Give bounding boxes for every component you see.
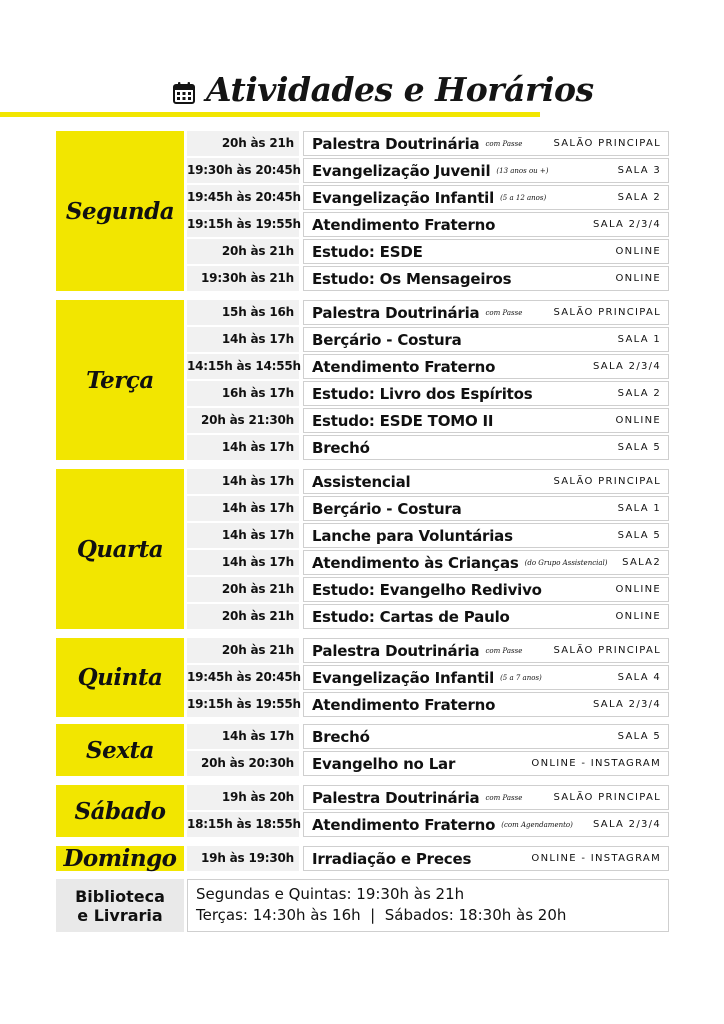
activity-cell: [303, 408, 669, 433]
activity-name: Evangelização Infantil: [312, 669, 495, 687]
day-label: Quinta: [56, 638, 184, 717]
activity-name-wrap: [312, 725, 370, 749]
activity-name-wrap: [312, 551, 608, 575]
room-label: ONLINE - INSTAGRAM: [531, 758, 661, 769]
time-cell: 14h às 17h: [187, 724, 299, 749]
activity-name: Atendimento Fraterno: [312, 816, 496, 834]
schedule-row: [187, 604, 669, 629]
time-cell: 14h às 17h: [187, 550, 299, 575]
day-label: Domingo: [56, 846, 184, 871]
activity-name-wrap: [312, 159, 549, 183]
activity-name-wrap: [312, 132, 522, 156]
time-cell: 20h às 21h: [187, 577, 299, 602]
library-label: [56, 879, 184, 932]
time-cell: 14:15h às 14:55h: [187, 354, 299, 379]
activity-name-wrap: [312, 752, 455, 776]
activity-name-wrap: [312, 470, 410, 494]
time-cell: 14h às 17h: [187, 435, 299, 460]
time-cell: 19:30h às 20:45h: [187, 158, 299, 183]
room-label: SALA 2: [617, 388, 661, 399]
room-label: SALÃO PRINCIPAL: [553, 307, 661, 318]
activity-cell: [303, 785, 669, 810]
schedule-row: [187, 523, 669, 548]
activity-name-wrap: [312, 436, 370, 460]
activity-name: Evangelização Juvenil: [312, 162, 491, 180]
time-cell: 20h às 21h: [187, 638, 299, 663]
activity-cell: [303, 496, 669, 521]
activity-name-wrap: [312, 409, 493, 433]
activity-cell: [303, 550, 669, 575]
room-label: SALA 2/3/4: [592, 699, 661, 710]
time-cell: 19h às 19:30h: [187, 846, 299, 871]
activity-cell: [303, 327, 669, 352]
activity-cell: [303, 354, 669, 379]
schedule-row: [187, 266, 669, 291]
schedule-row: [187, 158, 669, 183]
day-label: Terça: [56, 300, 184, 460]
room-label: SALÃO PRINCIPAL: [553, 476, 661, 487]
schedule-row: [187, 812, 669, 837]
activity-name-wrap: [312, 267, 511, 291]
room-label: SALA 1: [617, 503, 661, 514]
activity-note: com Passe: [485, 140, 523, 148]
schedule-row: [187, 381, 669, 406]
schedule-row: [187, 239, 669, 264]
room-label: SALA 2/3/4: [592, 219, 661, 230]
activity-name: Assistencial: [312, 473, 411, 491]
schedule-row: [187, 327, 669, 352]
activity-name-wrap: [312, 666, 542, 690]
activity-cell: [303, 577, 669, 602]
room-label: SALA 4: [617, 672, 661, 683]
activity-name-wrap: [312, 524, 513, 548]
schedule-row: [187, 354, 669, 379]
activity-note: (do Grupo Assistencial): [524, 559, 608, 567]
activity-name-wrap: [312, 186, 546, 210]
room-label: SALA 1: [617, 334, 661, 345]
room-label: SALA 2/3/4: [592, 361, 661, 372]
room-label: SALÃO PRINCIPAL: [553, 645, 661, 656]
activity-cell: [303, 638, 669, 663]
activity-name: Palestra Doutrinária: [312, 304, 480, 322]
schedule-row: [187, 577, 669, 602]
schedule-row: [187, 665, 669, 690]
day-label: Quarta: [56, 469, 184, 629]
activity-note: com Passe: [485, 794, 523, 802]
activity-name-wrap: [312, 497, 462, 521]
activity-cell: [303, 846, 669, 871]
activity-name: Estudo: Os Mensageiros: [312, 270, 512, 288]
time-cell: 14h às 17h: [187, 523, 299, 548]
time-cell: 15h às 16h: [187, 300, 299, 325]
activity-cell: [303, 523, 669, 548]
activity-cell: [303, 239, 669, 264]
activity-name-wrap: [312, 605, 510, 629]
activity-cell: [303, 158, 669, 183]
activity-name: Atendimento Fraterno: [312, 216, 496, 234]
time-cell: 14h às 17h: [187, 496, 299, 521]
activity-name-wrap: [312, 301, 522, 325]
activity-cell: [303, 212, 669, 237]
time-cell: 19:45h às 20:45h: [187, 185, 299, 210]
time-cell: 20h às 21h: [187, 239, 299, 264]
time-cell: 20h às 21:30h: [187, 408, 299, 433]
activity-cell: [303, 469, 669, 494]
activity-name: Atendimento Fraterno: [312, 358, 496, 376]
room-label: ONLINE: [615, 611, 661, 622]
activity-note: com Passe: [485, 647, 523, 655]
activity-name-wrap: [312, 240, 423, 264]
activity-name-wrap: [312, 328, 462, 352]
time-cell: 14h às 17h: [187, 327, 299, 352]
schedule-row: [187, 496, 669, 521]
activity-name: Estudo: ESDE: [312, 243, 423, 261]
activity-cell: [303, 812, 669, 837]
activity-cell: [303, 300, 669, 325]
room-label: SALA 2/3/4: [592, 819, 661, 830]
activity-note: (com Agendamento): [501, 821, 573, 829]
schedule-row: [187, 212, 669, 237]
schedule-row: [187, 724, 669, 749]
activity-name-wrap: [312, 639, 522, 663]
room-label: ONLINE: [615, 584, 661, 595]
activity-name-wrap: [312, 813, 573, 837]
activity-name: Palestra Doutrinária: [312, 135, 480, 153]
activity-name: Lanche para Voluntárias: [312, 527, 513, 545]
time-cell: 20h às 20:30h: [187, 751, 299, 776]
activity-name-wrap: [312, 213, 495, 237]
activity-cell: [303, 751, 669, 776]
schedule-row: [187, 638, 669, 663]
library-hours: [187, 879, 669, 932]
schedule-row: [187, 846, 669, 871]
time-cell: 19h às 20h: [187, 785, 299, 810]
room-label: ONLINE: [615, 246, 661, 257]
schedule-row: [187, 692, 669, 717]
schedule-row: [187, 300, 669, 325]
activity-cell: [303, 604, 669, 629]
schedule-row: [187, 550, 669, 575]
schedule-row: [187, 185, 669, 210]
library-label-line1: Biblioteca: [75, 886, 165, 906]
activity-name: Brechó: [312, 439, 370, 457]
schedule-row: [187, 131, 669, 156]
activity-cell: [303, 692, 669, 717]
schedule-row: [187, 408, 669, 433]
activity-name: Estudo: ESDE TOMO II: [312, 412, 494, 430]
time-cell: 19:15h às 19:55h: [187, 692, 299, 717]
activity-name: Berçário - Costura: [312, 331, 462, 349]
activity-cell: [303, 665, 669, 690]
calendar-icon: [172, 81, 196, 105]
page-title: Atividades e Horários: [206, 70, 594, 109]
activity-cell: [303, 724, 669, 749]
activity-name-wrap: [312, 847, 471, 871]
activity-name: Palestra Doutrinária: [312, 789, 480, 807]
time-cell: 14h às 17h: [187, 469, 299, 494]
room-label: SALA 5: [617, 731, 661, 742]
room-label: ONLINE - INSTAGRAM: [531, 853, 661, 864]
day-label: Segunda: [56, 131, 184, 291]
activity-cell: [303, 266, 669, 291]
activity-cell: [303, 381, 669, 406]
time-cell: 20h às 21h: [187, 131, 299, 156]
time-cell: 16h às 17h: [187, 381, 299, 406]
room-label: SALA2: [622, 557, 661, 568]
room-label: SALA 2: [617, 192, 661, 203]
time-cell: 20h às 21h: [187, 604, 299, 629]
activity-note: (5 a 7 anos): [500, 674, 542, 682]
activity-name: Atendimento Fraterno: [312, 696, 496, 714]
library-hours-line2: Terças: 14:30h às 16h | Sábados: 18:30h às 20h: [196, 906, 567, 924]
activity-cell: [303, 435, 669, 460]
title-underline: [0, 112, 540, 117]
activity-name: Estudo: Cartas de Paulo: [312, 608, 510, 626]
schedule-row: [187, 469, 669, 494]
time-cell: 18:15h às 18:55h: [187, 812, 299, 837]
activity-name-wrap: [312, 355, 495, 379]
activity-name-wrap: [312, 382, 532, 406]
schedule-row: [187, 751, 669, 776]
room-label: SALA 5: [617, 442, 661, 453]
room-label: ONLINE: [615, 273, 661, 284]
time-cell: 19:45h às 20:45h: [187, 665, 299, 690]
activity-name: Estudo: Livro dos Espíritos: [312, 385, 533, 403]
room-label: ONLINE: [615, 415, 661, 426]
activity-note: (5 a 12 anos): [500, 194, 547, 202]
room-label: SALA 3: [617, 165, 661, 176]
activity-name: Irradiação e Preces: [312, 850, 472, 868]
time-cell: 19:15h às 19:55h: [187, 212, 299, 237]
activity-name: Atendimento às Crianças: [312, 554, 519, 572]
activity-cell: [303, 131, 669, 156]
activity-name: Palestra Doutrinária: [312, 642, 480, 660]
day-label: Sexta: [56, 724, 184, 776]
activity-name-wrap: [312, 786, 522, 810]
activity-note: com Passe: [485, 309, 523, 317]
library-hours-line1: Segundas e Quintas: 19:30h às 21h: [196, 885, 465, 903]
room-label: SALÃO PRINCIPAL: [553, 792, 661, 803]
activity-note: (13 anos ou +): [496, 167, 549, 175]
library-label-line2: e Livraria: [77, 905, 163, 925]
activity-name-wrap: [312, 693, 495, 717]
activity-name: Estudo: Evangelho Redivivo: [312, 581, 542, 599]
room-label: SALA 5: [617, 530, 661, 541]
schedule-row: [187, 785, 669, 810]
schedule-row: [187, 435, 669, 460]
activity-name: Brechó: [312, 728, 370, 746]
activity-name: Berçário - Costura: [312, 500, 462, 518]
day-label: Sábado: [56, 785, 184, 837]
activity-name: Evangelização Infantil: [312, 189, 495, 207]
activity-name: Evangelho no Lar: [312, 755, 456, 773]
activity-cell: [303, 185, 669, 210]
time-cell: 19:30h às 21h: [187, 266, 299, 291]
room-label: SALÃO PRINCIPAL: [553, 138, 661, 149]
activity-name-wrap: [312, 578, 542, 602]
